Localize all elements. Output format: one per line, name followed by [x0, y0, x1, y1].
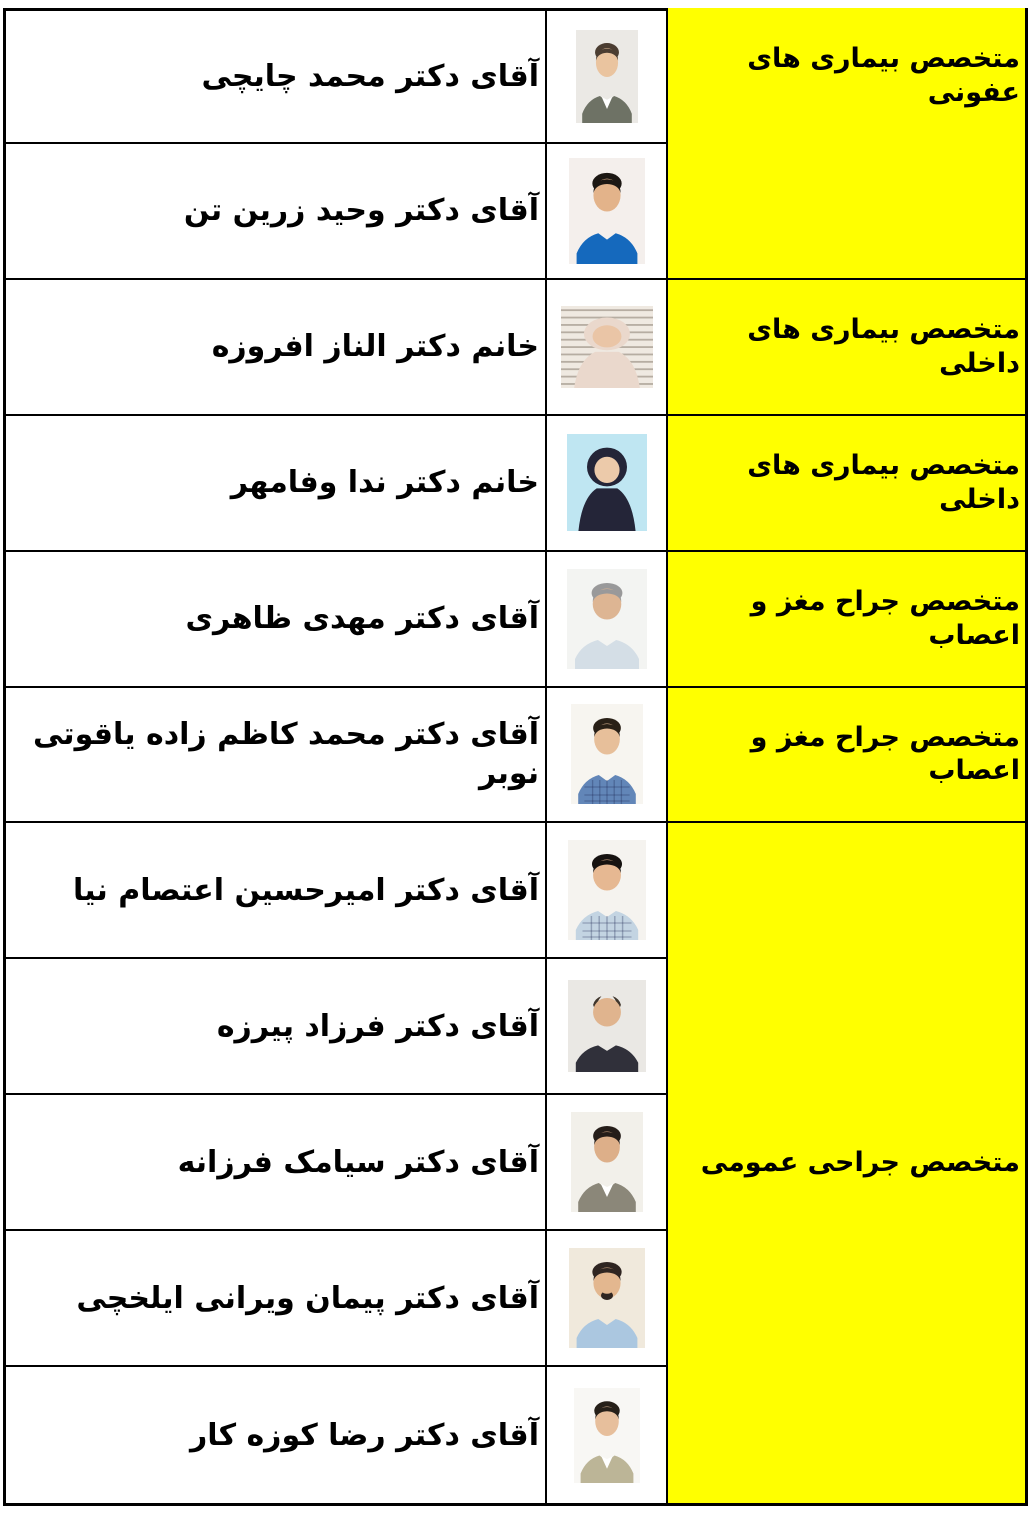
specialty-label: متخصص بیماری های داخلی	[747, 314, 1020, 379]
doctor-name-cell	[6, 1367, 545, 1503]
doctor-photo-cell	[545, 8, 668, 144]
doctor-photo-cell	[545, 552, 668, 688]
doctor-photo-cell	[545, 823, 668, 959]
doctor-photo	[569, 1248, 645, 1348]
doctor-name-cell	[6, 144, 545, 280]
doctor-name-cell	[6, 1231, 545, 1367]
doctor-photo	[574, 1388, 640, 1483]
doctor-name-cell	[6, 416, 545, 552]
doctor-name: آقای دکتر محمد کاظم زاده یاقوتی نوبر	[32, 717, 539, 792]
doctor-photo	[567, 569, 647, 669]
doctor-photo	[569, 158, 645, 264]
doctor-photo	[576, 30, 638, 123]
specialty-cell	[668, 823, 1025, 1503]
doctor-name-cell	[6, 8, 545, 144]
specialty-cell	[668, 416, 1025, 552]
doctor-name-cell	[6, 552, 545, 688]
doctor-name: آقای دکتر فرزاد پیرزه	[216, 1008, 539, 1044]
doctor-name-cell	[6, 823, 545, 959]
specialty-cell	[668, 8, 1025, 280]
doctor-photo-cell	[545, 416, 668, 552]
specialty-label: متخصص بیماری های داخلی	[747, 449, 1020, 515]
doctor-name: آقای دکتر سیامک فرزانه	[177, 1144, 539, 1180]
doctor-photo	[571, 704, 643, 804]
doctor-photo-cell	[545, 280, 668, 416]
doctor-name: آقای دکتر محمد چایچی	[201, 58, 539, 94]
doctor-name: آقای دکتر مهدی ظاهری	[185, 601, 539, 637]
doctor-name: خانم دکتر ندا وفامهر	[230, 465, 539, 501]
specialty-label: متخصص بیماری های عفونی	[747, 43, 1020, 108]
specialty-cell	[668, 688, 1025, 824]
specialty-label: متخصص جراح مغز و اعصاب	[750, 585, 1020, 651]
specialty-cell	[668, 280, 1025, 416]
doctors-table	[3, 8, 1028, 1506]
doctor-photo	[568, 980, 646, 1072]
doctor-photo	[567, 434, 647, 531]
doctor-photo	[561, 306, 653, 388]
doctor-name: آقای دکتر امیرحسین اعتصام نیا	[73, 872, 539, 908]
doctor-name: خانم دکتر الناز افروزه	[211, 329, 539, 365]
doctor-name-cell	[6, 280, 545, 416]
specialty-label: متخصص جراحی عمومی	[700, 1147, 1020, 1179]
doctor-name-cell	[6, 959, 545, 1095]
doctor-photo	[568, 840, 646, 940]
specialty-cell	[668, 552, 1025, 688]
doctor-photo-cell	[545, 144, 668, 280]
doctor-photo-cell	[545, 1231, 668, 1367]
specialty-label: متخصص جراح مغز و اعصاب	[750, 721, 1020, 787]
doctor-photo-cell	[545, 1367, 668, 1503]
doctor-photo-cell	[545, 1095, 668, 1231]
doctor-name: آقای دکتر رضا کوزه کار	[190, 1417, 539, 1453]
doctor-photo-cell	[545, 959, 668, 1095]
doctor-name: آقای دکتر وحید زرین تن	[183, 193, 539, 229]
doctor-name-cell	[6, 1095, 545, 1231]
doctor-name: آقای دکتر پیمان ویرانی ایلخچی	[76, 1280, 539, 1316]
doctor-name-cell	[6, 688, 545, 824]
doctor-photo-cell	[545, 688, 668, 824]
doctor-photo	[571, 1112, 643, 1212]
